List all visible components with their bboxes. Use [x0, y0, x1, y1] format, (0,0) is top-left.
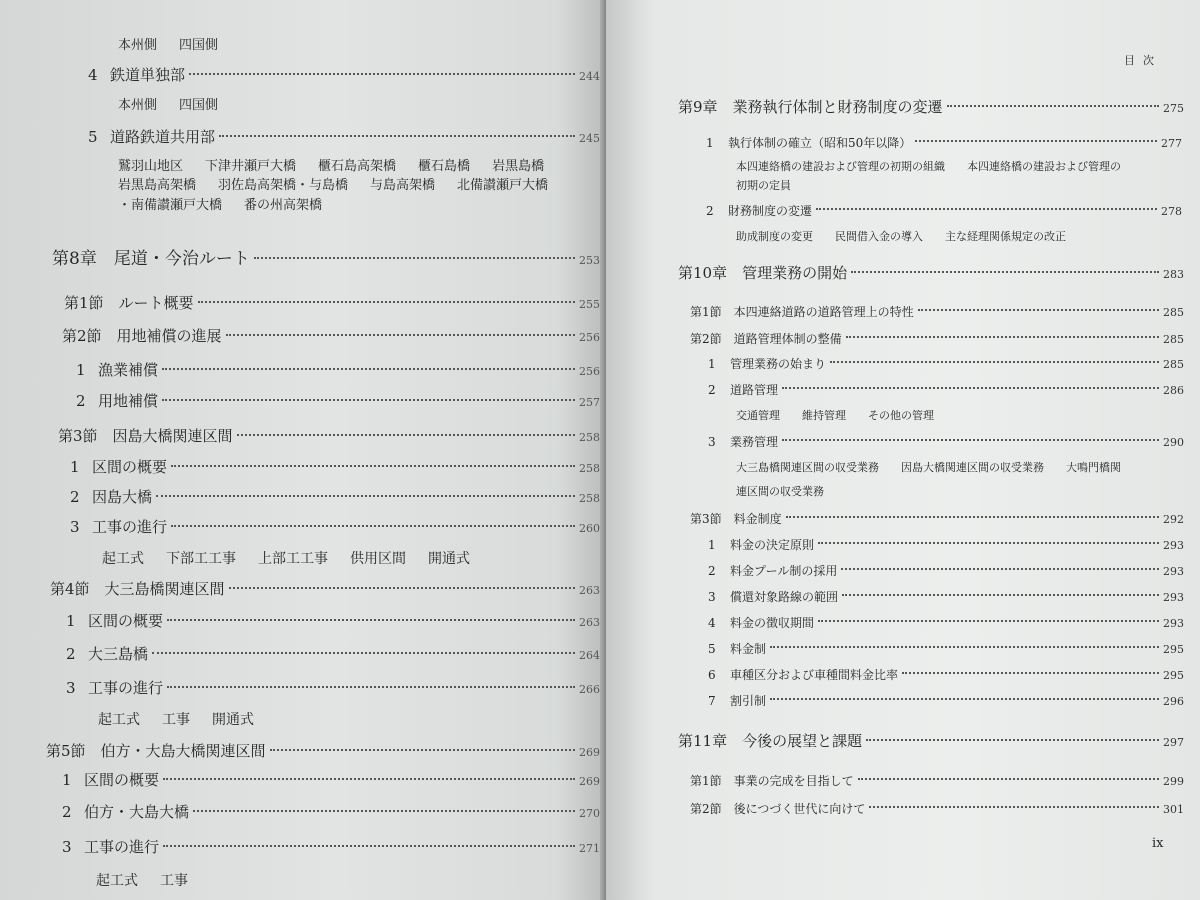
page-folio: ix — [1152, 836, 1164, 851]
toc-subitems: 交通管理 維持管理 その他の管理 — [736, 409, 934, 422]
page-number: 278 — [1161, 205, 1182, 218]
page-number: 299 — [1163, 775, 1184, 788]
page-number: 283 — [1163, 268, 1184, 281]
page-number: 296 — [1163, 695, 1184, 708]
toc-section: 第5節 伯方・大島大橋関連区間 269 — [46, 742, 600, 760]
page-number: 263 — [579, 616, 600, 629]
toc-subitems: 初期の定員 — [736, 179, 791, 192]
toc-subitems: 起工式 工事 開通式 — [98, 712, 254, 728]
page-number: 301 — [1163, 803, 1184, 816]
page-number: 293 — [1163, 539, 1184, 552]
toc-subitems: 連区間の収受業務 — [736, 485, 824, 498]
page-number: 295 — [1163, 643, 1184, 656]
toc-entry: 6 車種区分および車種間料金比率 295 — [708, 668, 1184, 682]
toc-chapter: 第9章 業務執行体制と財務制度の変遷 275 — [678, 98, 1184, 116]
toc-entry: 4 料金の徴収期間 293 — [708, 616, 1184, 630]
page-number: 264 — [579, 649, 600, 662]
toc-entry: 2 料金プール制の採用 293 — [708, 564, 1184, 578]
page-number: 258 — [579, 462, 600, 475]
toc-entry: 2 伯方・大島大橋 270 — [62, 803, 600, 821]
page-number: 244 — [579, 70, 600, 83]
page-number: 260 — [579, 522, 600, 535]
page-number: 257 — [579, 396, 600, 409]
page-number: 258 — [579, 492, 600, 505]
page-number: 256 — [579, 365, 600, 378]
page-number: 293 — [1163, 565, 1184, 578]
toc-chapter: 第10章 管理業務の開始 283 — [678, 264, 1184, 282]
page-number: 270 — [579, 807, 600, 820]
toc-entry: 3 工事の進行 266 — [66, 679, 600, 697]
left-top-subitems — [118, 34, 240, 53]
toc-section: 第4節 大三島橋関連区間 263 — [50, 580, 600, 598]
toc-entry: 1 料金の決定原則 293 — [708, 538, 1184, 552]
page-number: 269 — [579, 746, 600, 759]
toc-entry: 5 料金制 295 — [708, 642, 1184, 656]
toc-entry: 2 大三島橋 264 — [66, 645, 600, 663]
toc-subitems: 本州側 四国側 — [118, 98, 219, 113]
toc-chapter: 第8章 尾道・今治ルート 253 — [52, 249, 600, 269]
toc-section: 第1節 事業の完成を目指して 299 — [690, 774, 1184, 788]
page-number: 293 — [1163, 591, 1184, 604]
page-number: 256 — [579, 331, 600, 344]
toc-entry: 1 管理業務の始まり 285 — [708, 357, 1184, 371]
page-number: 269 — [579, 775, 600, 788]
toc-chapter: 第11章 今後の展望と課題 297 — [678, 732, 1184, 750]
toc-section: 第3節 因島大橋関連区間 258 — [58, 427, 600, 445]
toc-entry: 4 鉄道単独部 244 — [88, 66, 600, 84]
page-number: 277 — [1161, 137, 1182, 150]
toc-entry: 1 区間の概要 263 — [66, 612, 600, 630]
toc-subitems: 助成制度の変更 民間借入金の導入 主な経理関係規定の改正 — [736, 230, 1066, 243]
toc-entry: 2 財務制度の変遷 278 — [706, 204, 1182, 218]
page-number: 266 — [579, 683, 600, 696]
page-number: 293 — [1163, 617, 1184, 630]
page-number: 285 — [1163, 306, 1184, 319]
toc-subitem: 本州側 — [118, 38, 158, 53]
page-number: 275 — [1163, 102, 1184, 115]
page-number: 263 — [579, 584, 600, 597]
toc-entry: 1 漁業補償 256 — [76, 361, 600, 379]
toc-entry: 1 区間の概要 258 — [70, 458, 600, 476]
toc-entry: 1 区間の概要 269 — [62, 771, 600, 789]
right-page — [606, 0, 1200, 900]
page-number: 295 — [1163, 669, 1184, 682]
toc-section: 第3節 料金制度 292 — [690, 512, 1184, 526]
toc-subitem: 四国側 — [179, 38, 219, 53]
page-number: 297 — [1163, 736, 1184, 749]
toc-entry: 2 用地補償 257 — [76, 392, 600, 410]
page-number: 258 — [579, 431, 600, 444]
toc-section: 第2節 道路管理体制の整備 285 — [690, 332, 1184, 346]
toc-entry: 3 償還対象路線の範囲 293 — [708, 590, 1184, 604]
running-header: 目次 — [1124, 54, 1162, 67]
toc-subitems: ・南備讃瀬戸大橋 番の州高架橋 — [118, 198, 323, 213]
toc-entry: 2 道路管理 286 — [708, 383, 1184, 397]
page-number: 285 — [1163, 358, 1184, 371]
toc-subitems: 岩黒島高架橋 羽佐島高架橋・与島橋 与島高架橋 北備讃瀬戸大橋 — [118, 178, 549, 193]
toc-subitems: 起工式 工事 — [96, 873, 188, 889]
page-number: 271 — [579, 842, 600, 855]
toc-section: 第2節 後につづく世代に向けて 301 — [690, 802, 1184, 816]
page-number: 255 — [579, 298, 600, 311]
toc-subitems: 本四連絡橋の建設および管理の初期の組織 本四連絡橋の建設および管理の — [736, 160, 1121, 173]
toc-entry: 1 執行体制の確立（昭和50年以降） 277 — [706, 136, 1182, 150]
toc-entry: 2 因島大橋 258 — [70, 488, 600, 506]
toc-subitems: 起工式 下部工工事 上部工工事 供用区間 開通式 — [102, 551, 470, 567]
toc-entry: 3 工事の進行 260 — [70, 518, 600, 536]
toc-subitems: 鷲羽山地区 下津井瀬戸大橋 櫃石島高架橋 櫃石島橋 岩黒島橋 — [118, 159, 545, 174]
toc-entry: 3 工事の進行 271 — [62, 838, 600, 856]
toc-entry: 7 割引制 296 — [708, 694, 1184, 708]
toc-subitems: 大三島橋関連区間の収受業務 因島大橋関連区間の収受業務 大鳴門橋関 — [736, 461, 1121, 474]
toc-entry: 5 道路鉄道共用部 245 — [88, 128, 600, 146]
toc-entry: 3 業務管理 290 — [708, 435, 1184, 449]
page-number: 286 — [1163, 384, 1184, 397]
page-number: 285 — [1163, 333, 1184, 346]
page-number: 253 — [579, 254, 600, 267]
toc-section: 第2節 用地補償の進展 256 — [62, 327, 600, 345]
page-number: 290 — [1163, 436, 1184, 449]
page-number: 292 — [1163, 513, 1184, 526]
toc-section: 第1節 ルート概要 255 — [64, 294, 600, 312]
toc-section: 第1節 本四連絡道路の道路管理上の特性 285 — [690, 305, 1184, 319]
page-number: 245 — [579, 132, 600, 145]
